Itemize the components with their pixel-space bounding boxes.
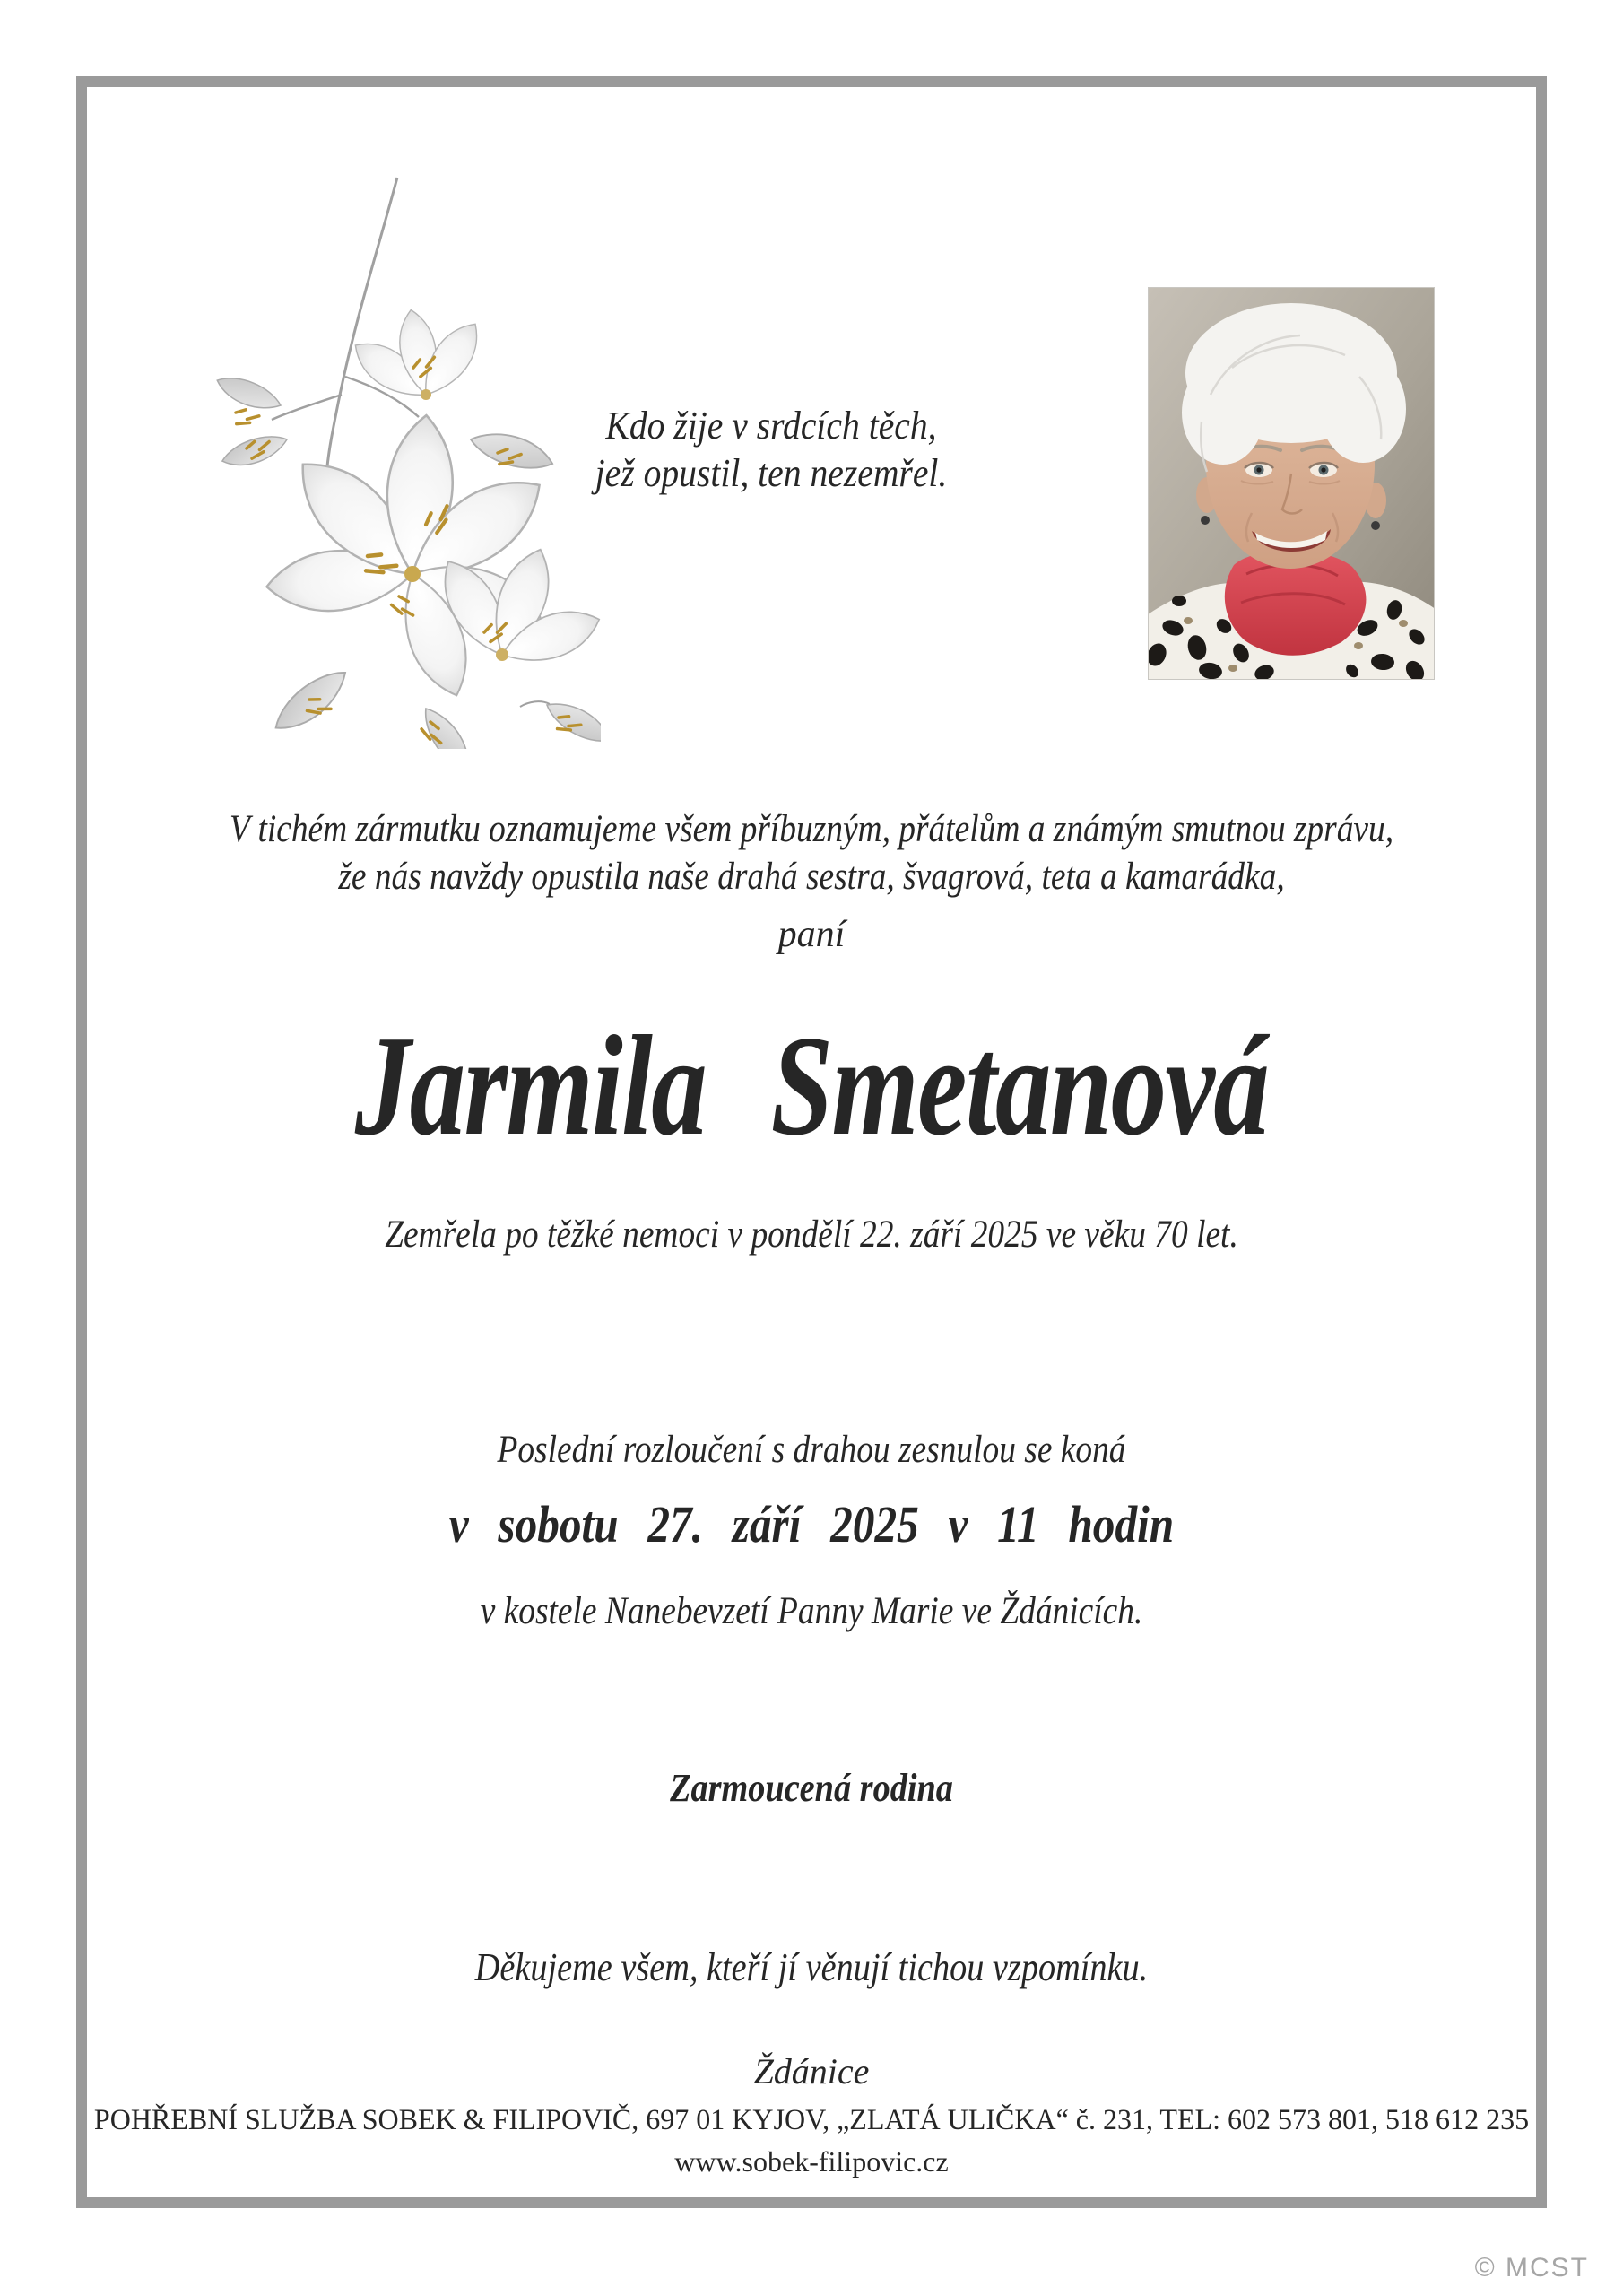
website-url: www.sobek-filipovic.cz: [674, 2145, 949, 2178]
mourning-family-signature: Zarmoucená rodina: [670, 1766, 953, 1810]
quote-line-1: Kdo žije v srdcích těch,: [605, 404, 937, 448]
thanks-line: Děkujeme všem, kteří jí věnují tichou vzpomínku.: [474, 1945, 1149, 1989]
copyright-watermark: © MCST: [1474, 2253, 1589, 2283]
city-name: Ždánice: [753, 2051, 870, 2092]
memorial-quote: [525, 402, 1018, 497]
farewell-intro: Poslední rozloučení s drahou zesnulou se koná: [497, 1429, 1126, 1471]
quote-line-2: jež opustil, ten nezemřel.: [595, 451, 948, 495]
salutation: paní: [777, 914, 846, 955]
portrait-photo: [1148, 287, 1435, 680]
deceased-name: Jarmila Smetanová: [354, 1005, 1269, 1165]
farewell-place: v kostele Nanebevzetí Panny Marie ve Ždánicích.: [480, 1590, 1143, 1632]
farewell-datetime: v sobotu 27. září 2025 v 11 hodin: [448, 1495, 1175, 1553]
death-info: Zemřela po těžké nemoci v pondělí 22. září 2025 ve věku 70 let.: [385, 1213, 1238, 1256]
announcement-line-2: že nás navždy opustila naše drahá sestra, švagrová, teta a kamarádka,: [338, 856, 1285, 898]
announcement-line-1: V tichém zármutku oznamujeme všem příbuzným, přátelům a známým smutnou zprávu,: [229, 808, 1394, 850]
announcement-paragraph: [106, 805, 1518, 900]
funeral-service-contact-line: POHŘEBNÍ SLUŽBA SOBEK & FILIPOVIČ, 697 01 KYJOV, „ZLATÁ ULIČKA“ č. 231, TEL: 602 573 801, 518 612 235: [93, 2104, 1530, 2136]
